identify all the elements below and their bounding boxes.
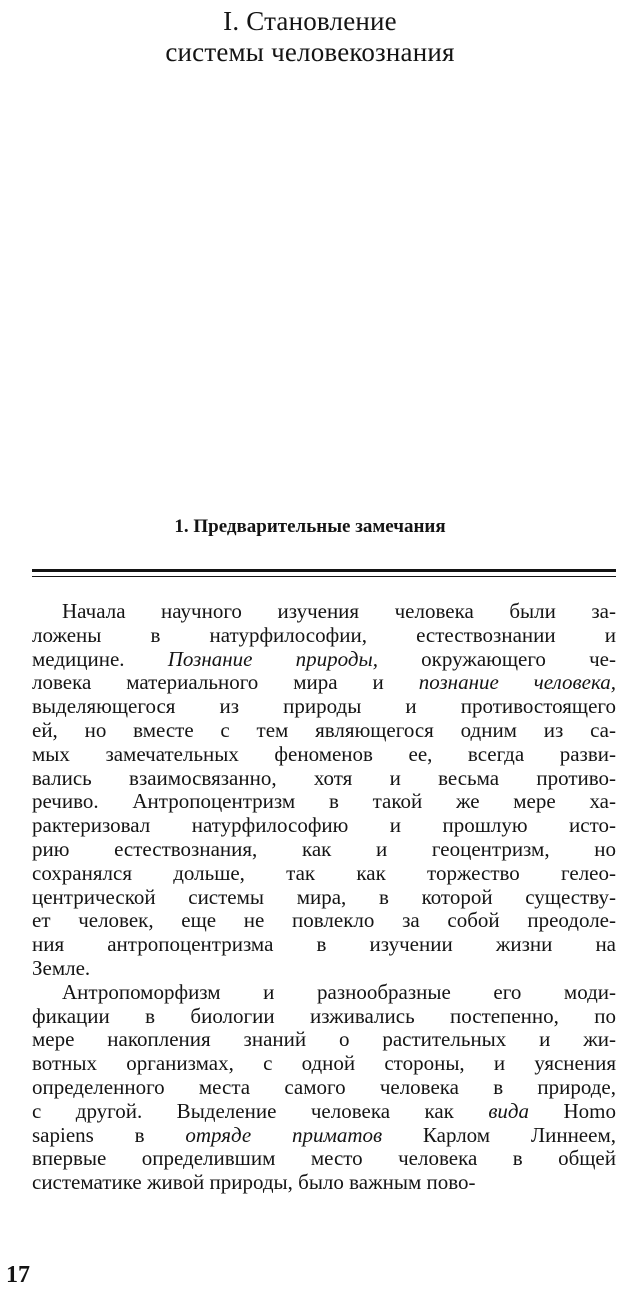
body-text <box>32 600 616 1195</box>
text-segment: Земле. <box>32 955 91 980</box>
text-segment: выделяющегося из природы и противостоящего <box>32 694 616 719</box>
text-line <box>32 671 616 695</box>
text-segment: ния антропоцентризма в изучении жизни на <box>32 932 616 957</box>
text-line <box>32 648 616 672</box>
text-line <box>32 909 616 933</box>
italic-text: познание человека, <box>418 670 616 695</box>
text-segment: вотных организмах, с одной стороны, и уяснения <box>32 1051 616 1076</box>
italic-text: отряде приматов <box>185 1122 383 1147</box>
text-segment: сохранялся дольше, так как торжество гелео- <box>32 860 616 885</box>
text-line <box>32 1147 616 1171</box>
text-line <box>32 1052 616 1076</box>
paragraph <box>32 981 616 1195</box>
text-segment: рактеризовал натурфилософию и прошлую исто- <box>32 813 616 838</box>
text-segment: определенного места самого человека в природе, <box>32 1074 616 1099</box>
text-segment: окружающего че- <box>377 646 616 671</box>
section-heading: 1. Предварительные замечания <box>174 516 446 537</box>
text-line <box>32 743 616 767</box>
text-line <box>32 957 616 981</box>
text-segment: Антропоморфизм и разнообразные его моди- <box>62 979 616 1004</box>
text-segment: медицине. <box>32 646 168 671</box>
text-line <box>32 1100 616 1124</box>
text-segment: Homo <box>529 1098 616 1123</box>
text-line <box>32 719 616 743</box>
page-number: 17 <box>6 1262 30 1288</box>
text-line <box>32 767 616 791</box>
italic-text: Познание природы, <box>167 646 378 671</box>
text-line <box>32 1005 616 1029</box>
text-segment: впервые определившим место человека в общей <box>32 1146 616 1171</box>
text-segment: ловека материального мира и <box>32 670 419 695</box>
text-segment: sapiens в <box>32 1122 186 1147</box>
text-line <box>32 886 616 910</box>
italic-text: вида <box>488 1098 530 1123</box>
text-segment: ет человек, еще не повлекло за собой преодоле- <box>32 908 616 933</box>
text-line <box>32 1124 616 1148</box>
chapter-title-line: I. Становление <box>223 6 397 36</box>
text-line <box>32 600 616 624</box>
text-segment: с другой. Выделение человека как <box>32 1098 489 1123</box>
section-rule-thin <box>32 576 616 577</box>
text-line <box>32 790 616 814</box>
text-segment: ложены в натурфилософии, естествознании и <box>32 622 616 647</box>
text-line <box>32 981 616 1005</box>
text-line <box>32 838 616 862</box>
text-segment: Начала научного изучения человека были за- <box>62 599 616 623</box>
paragraph <box>32 600 616 981</box>
text-segment: центрической системы мира, в которой существу- <box>32 884 616 909</box>
text-line <box>32 1028 616 1052</box>
text-segment: систематике живой природы, было важным пово- <box>32 1170 476 1195</box>
text-segment: рию естествознания, как и геоцентризм, но <box>32 836 616 861</box>
chapter-title <box>0 6 620 68</box>
text-line <box>32 814 616 838</box>
text-line <box>32 695 616 719</box>
text-line <box>32 1171 616 1195</box>
text-line <box>32 624 616 648</box>
text-segment: Карлом Линнеем, <box>382 1122 616 1147</box>
text-line <box>32 862 616 886</box>
text-line <box>32 933 616 957</box>
text-segment: мых замечательных феноменов ее, всегда разви- <box>32 741 616 766</box>
text-line <box>32 1076 616 1100</box>
chapter-title-line: системы человекознания <box>165 37 455 67</box>
text-segment: речиво. Антропоцентризм в такой же мере ха- <box>32 789 616 814</box>
text-segment: ей, но вместе с тем являющегося одним из са- <box>32 717 616 742</box>
text-segment: фикации в биологии изживались постепенно, по <box>32 1003 616 1028</box>
text-segment: вались взаимосвязанно, хотя и весьма противо- <box>32 765 616 790</box>
section-rule-thick <box>32 569 616 572</box>
text-segment: мере накопления знаний о растительных и жи- <box>32 1027 616 1052</box>
